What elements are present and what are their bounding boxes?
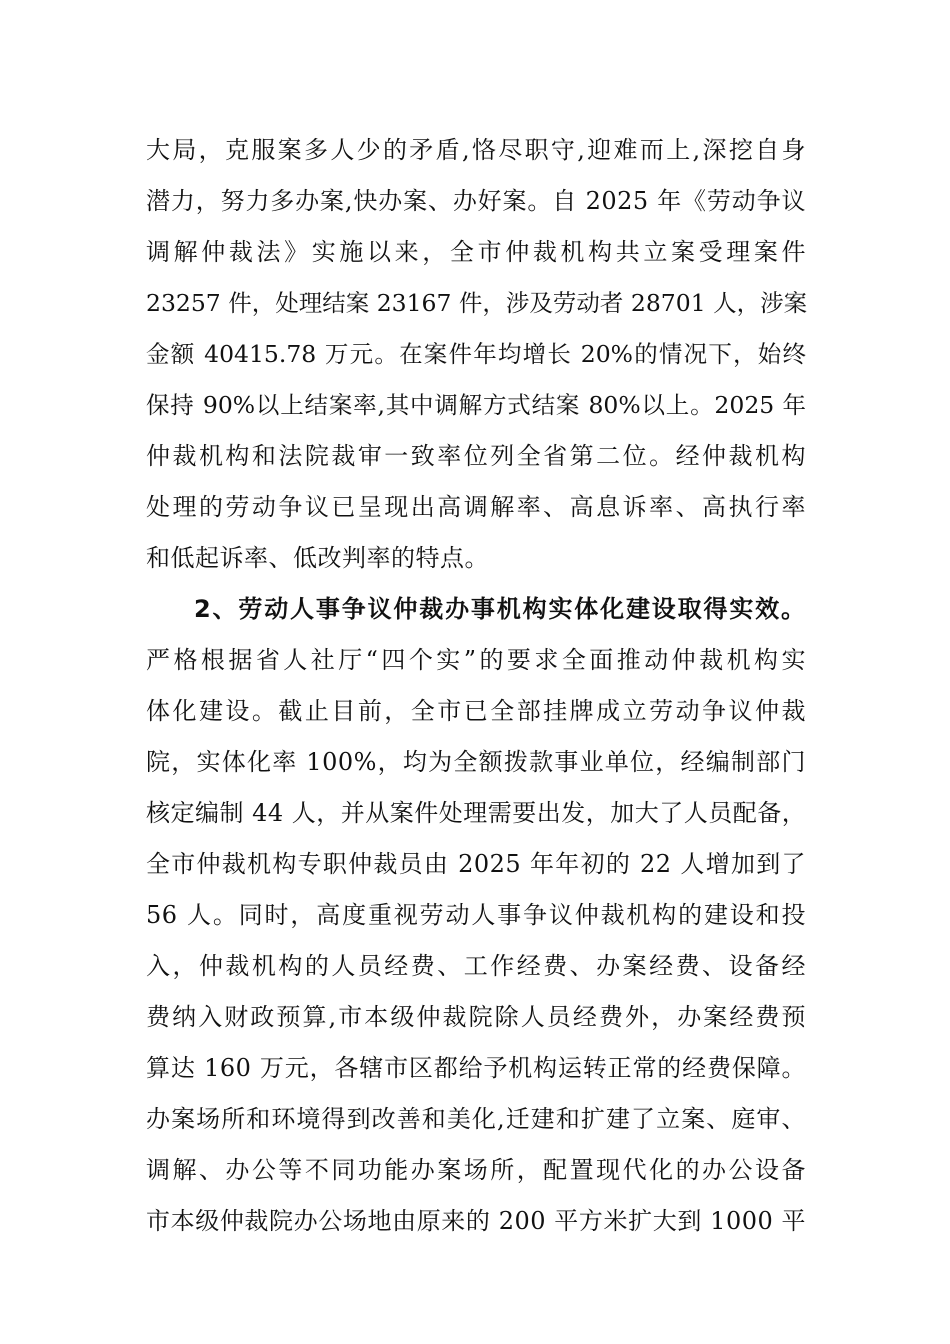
body-text-line: 院，实体化率 100%，均为全额拨款事业单位，经编制部门	[146, 748, 806, 776]
body-text-line: 办案场所和环境得到改善和美化,迁建和扩建了立案、庭审、	[146, 1105, 806, 1133]
body-text-line: 调解、办公等不同功能办案场所，配置现代化的办公设备	[146, 1156, 806, 1184]
body-text-line: 56 人。同时，高度重视劳动人事争议仲裁机构的建设和投	[146, 901, 806, 929]
body-text-line: 入，仲裁机构的人员经费、工作经费、办案经费、设备经	[146, 952, 806, 980]
body-text-line: 市本级仲裁院办公场地由原来的 200 平方米扩大到 1000 平	[146, 1207, 806, 1235]
body-text-line: 全市仲裁机构专职仲裁员由 2025 年年初的 22 人增加到了	[146, 850, 806, 878]
body-text-line: 大局，克服案多人少的矛盾,恪尽职守,迎难而上,深挖自身	[146, 136, 806, 164]
body-text-line: 严格根据省人社厅“四个实”的要求全面推动仲裁机构实	[146, 646, 806, 674]
body-text-line: 算达 160 万元，各辖市区都给予机构运转正常的经费保障。	[146, 1054, 806, 1082]
body-text-line: 和低起诉率、低改判率的特点。	[146, 544, 489, 572]
body-text-line: 核定编制 44 人，并从案件处理需要出发，加大了人员配备，	[146, 799, 807, 827]
body-text-line: 处理的劳动争议已呈现出高调解率、高息诉率、高执行率	[146, 493, 806, 521]
body-text-line: 保持 90%以上结案率,其中调解方式结案 80%以上。2025 年	[146, 391, 806, 419]
section-heading: 2、劳动人事争议仲裁办事机构实体化建设取得实效。	[194, 595, 806, 623]
body-text-line: 体化建设。截止目前，全市已全部挂牌成立劳动争议仲裁	[146, 697, 806, 725]
body-text-line: 潜力，努力多办案,快办案、办好案。自 2025 年《劳动争议	[146, 187, 806, 215]
body-text-line: 仲裁机构和法院裁审一致率位列全省第二位。经仲裁机构	[146, 442, 806, 470]
body-text-line: 费纳入财政预算,市本级仲裁院除人员经费外，办案经费预	[146, 1003, 806, 1031]
body-text-line: 调解仲裁法》实施以来，全市仲裁机构共立案受理案件	[146, 238, 806, 266]
body-text-line: 金额 40415.78 万元。在案件年均增长 20%的情况下，始终	[146, 340, 806, 368]
body-text-line: 23257 件，处理结案 23167 件，涉及劳动者 28701 人，涉案	[146, 289, 808, 317]
